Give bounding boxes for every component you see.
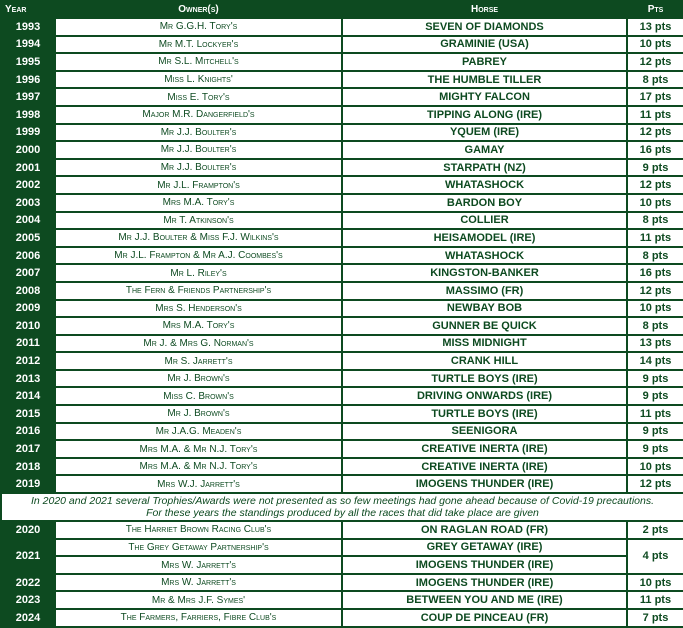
pts-cell: 12 pts — [628, 125, 683, 141]
table-row — [2, 592, 683, 608]
table-row — [2, 54, 683, 70]
owner-cell: The Grey Getaway Partnership's — [56, 540, 341, 556]
owner-cell: Miss E. Tory's — [56, 89, 341, 105]
horse-cell: BARDON BOY — [343, 195, 626, 211]
table-row — [2, 353, 683, 369]
table-row — [2, 37, 683, 53]
owner-cell: Mrs M.A. & Mr N.J. Tory's — [56, 441, 341, 457]
table-row — [2, 424, 683, 440]
pts-cell: 14 pts — [628, 353, 683, 369]
table-row — [2, 19, 683, 35]
pts-cell: 11 pts — [628, 230, 683, 246]
year-cell: 2003 — [2, 195, 54, 211]
horse-cell: THE HUMBLE TILLER — [343, 72, 626, 88]
table-row — [2, 213, 683, 229]
year-cell: 2001 — [2, 160, 54, 176]
owner-cell: Mrs M.A. Tory's — [56, 318, 341, 334]
horse-cell: STARPATH (NZ) — [343, 160, 626, 176]
owner-cell: Mr G.G.H. Tory's — [56, 19, 341, 35]
pts-cell: 4 pts — [628, 540, 683, 573]
horse-cell: GRAMINIE (USA) — [343, 37, 626, 53]
year-cell: 2010 — [2, 318, 54, 334]
year-cell: 2005 — [2, 230, 54, 246]
year-cell: 2009 — [2, 301, 54, 317]
horse-cell: NEWBAY BOB — [343, 301, 626, 317]
table-row — [2, 575, 683, 591]
horse-cell: HEISAMODEL (IRE) — [343, 230, 626, 246]
header-year: Year — [2, 2, 54, 17]
table-row — [2, 142, 683, 158]
pts-cell: 10 pts — [628, 459, 683, 475]
table-row — [2, 406, 683, 422]
table-row — [2, 476, 683, 492]
year-cell: 2002 — [2, 177, 54, 193]
table-row — [2, 107, 683, 123]
owner-cell: Mr S.L. Mitchell's — [56, 54, 341, 70]
year-cell: 1997 — [2, 89, 54, 105]
pts-cell: 17 pts — [628, 89, 683, 105]
covid-note-line2: For these years the standings produced by all the races that did take place are given — [146, 507, 539, 520]
horse-cell: TURTLE BOYS (IRE) — [343, 406, 626, 422]
owner-cell: Mr J.L. Frampton & Mr A.J. Coombes's — [56, 248, 341, 264]
owner-cell: Mr & Mrs J.F. Symes' — [56, 592, 341, 608]
pts-cell: 9 pts — [628, 424, 683, 440]
owner-cell: Mr M.T. Lockyer's — [56, 37, 341, 53]
owner-cell: Mr J.J. Boulter's — [56, 160, 341, 176]
table-row — [2, 522, 683, 538]
header-owner: Owner(s) — [56, 2, 341, 17]
horse-cell: CREATIVE INERTA (IRE) — [343, 459, 626, 475]
header-pts: Pts — [628, 2, 683, 17]
year-cell: 2012 — [2, 353, 54, 369]
year-cell: 1999 — [2, 125, 54, 141]
year-cell: 2021 — [2, 540, 54, 573]
table-row — [2, 540, 683, 556]
year-cell: 1994 — [2, 37, 54, 53]
year-cell: 2006 — [2, 248, 54, 264]
year-cell: 2017 — [2, 441, 54, 457]
horse-cell: CREATIVE INERTA (IRE) — [343, 441, 626, 457]
owner-cell: Mr J.A.G. Meaden's — [56, 424, 341, 440]
pts-cell: 10 pts — [628, 301, 683, 317]
year-cell: 2011 — [2, 336, 54, 352]
table-row — [2, 230, 683, 246]
owner-cell: Mr J.J. Boulter & Miss F.J. Wilkins's — [56, 230, 341, 246]
table-row — [2, 160, 683, 176]
pts-cell: 8 pts — [628, 213, 683, 229]
year-cell: 2023 — [2, 592, 54, 608]
horse-cell: WHATASHOCK — [343, 177, 626, 193]
covid-note-row — [2, 494, 683, 520]
horse-cell: GREY GETAWAY (IRE) — [343, 540, 626, 556]
owner-cell: Mr J.L. Frampton's — [56, 177, 341, 193]
owner-cell: Mr J.J. Boulter's — [56, 125, 341, 141]
year-cell: 2015 — [2, 406, 54, 422]
owner-cell: The Harriet Brown Racing Club's — [56, 522, 341, 538]
pts-cell: 12 pts — [628, 476, 683, 492]
pts-cell: 9 pts — [628, 441, 683, 457]
horse-cell: MASSIMO (FR) — [343, 283, 626, 299]
owner-cell: Major M.R. Dangerfield's — [56, 107, 341, 123]
table-row — [2, 318, 683, 334]
pts-cell: 12 pts — [628, 54, 683, 70]
pts-cell: 11 pts — [628, 406, 683, 422]
pts-cell: 12 pts — [628, 283, 683, 299]
owner-cell: Mrs S. Henderson's — [56, 301, 341, 317]
owner-cell: Mr J. Brown's — [56, 371, 341, 387]
pts-cell: 13 pts — [628, 19, 683, 35]
pts-cell: 9 pts — [628, 388, 683, 404]
horse-cell: ON RAGLAN ROAD (FR) — [343, 522, 626, 538]
owner-cell: Mr L. Riley's — [56, 265, 341, 281]
horse-cell: COUP DE PINCEAU (FR) — [343, 610, 626, 626]
year-cell: 2018 — [2, 459, 54, 475]
horse-cell: IMOGENS THUNDER (IRE) — [343, 476, 626, 492]
pts-cell: 13 pts — [628, 336, 683, 352]
year-cell: 2013 — [2, 371, 54, 387]
horse-cell: GUNNER BE QUICK — [343, 318, 626, 334]
year-cell: 2007 — [2, 265, 54, 281]
owner-cell: Mr T. Atkinson's — [56, 213, 341, 229]
owner-cell: Mr S. Jarrett's — [56, 353, 341, 369]
year-cell: 2024 — [2, 610, 54, 626]
table-row — [2, 557, 683, 573]
pts-cell: 9 pts — [628, 160, 683, 176]
horse-cell: KINGSTON-BANKER — [343, 265, 626, 281]
pts-cell: 9 pts — [628, 371, 683, 387]
owner-cell: Mrs W. Jarrett's — [56, 575, 341, 591]
header-row — [2, 2, 683, 17]
pts-cell: 16 pts — [628, 265, 683, 281]
year-cell: 2004 — [2, 213, 54, 229]
table-row — [2, 195, 683, 211]
table-row — [2, 336, 683, 352]
pts-cell: 11 pts — [628, 592, 683, 608]
year-cell: 2000 — [2, 142, 54, 158]
pts-cell: 8 pts — [628, 248, 683, 264]
year-cell: 1996 — [2, 72, 54, 88]
pts-cell: 11 pts — [628, 107, 683, 123]
owner-cell: Miss L. Knights' — [56, 72, 341, 88]
year-cell: 1998 — [2, 107, 54, 123]
owner-cell: Mr J. Brown's — [56, 406, 341, 422]
owner-cell: Mrs M.A. Tory's — [56, 195, 341, 211]
horse-cell: IMOGENS THUNDER (IRE) — [343, 575, 626, 591]
owner-cell: The Fern & Friends Partnership's — [56, 283, 341, 299]
table-row — [2, 388, 683, 404]
table-row — [2, 89, 683, 105]
year-cell: 1993 — [2, 19, 54, 35]
horse-cell: COLLIER — [343, 213, 626, 229]
year-cell: 1995 — [2, 54, 54, 70]
table-row — [2, 610, 683, 626]
table-row — [2, 72, 683, 88]
owner-cell: Mrs M.A. & Mr N.J. Tory's — [56, 459, 341, 475]
horse-cell: GAMAY — [343, 142, 626, 158]
owner-cell: Miss C. Brown's — [56, 388, 341, 404]
pts-cell: 10 pts — [628, 37, 683, 53]
table-row — [2, 125, 683, 141]
header-horse: Horse — [343, 2, 626, 17]
covid-note — [2, 494, 683, 520]
table-row — [2, 265, 683, 281]
horse-cell: DRIVING ONWARDS (IRE) — [343, 388, 626, 404]
year-cell: 2014 — [2, 388, 54, 404]
year-cell: 2022 — [2, 575, 54, 591]
table-row — [2, 371, 683, 387]
table-row — [2, 283, 683, 299]
pts-cell: 16 pts — [628, 142, 683, 158]
horse-cell: CRANK HILL — [343, 353, 626, 369]
horse-cell: BETWEEN YOU AND ME (IRE) — [343, 592, 626, 608]
horse-cell: YQUEM (IRE) — [343, 125, 626, 141]
year-cell: 2020 — [2, 522, 54, 538]
table-row — [2, 177, 683, 193]
year-cell: 2016 — [2, 424, 54, 440]
pts-cell: 2 pts — [628, 522, 683, 538]
horse-cell: IMOGENS THUNDER (IRE) — [343, 557, 626, 573]
owner-cell: Mrs W. Jarrett's — [56, 557, 341, 573]
horse-cell: MISS MIDNIGHT — [343, 336, 626, 352]
pts-cell: 10 pts — [628, 575, 683, 591]
covid-note-line1: In 2020 and 2021 several Trophies/Awards were not presented as so few meetings had gone ahead because of Covid-19 precautions. — [30, 495, 654, 508]
table-row — [2, 441, 683, 457]
pts-cell: 10 pts — [628, 195, 683, 211]
pts-cell: 8 pts — [628, 72, 683, 88]
year-cell: 2008 — [2, 283, 54, 299]
horse-cell: WHATASHOCK — [343, 248, 626, 264]
pts-cell: 8 pts — [628, 318, 683, 334]
owner-cell: Mr J.J. Boulter's — [56, 142, 341, 158]
horse-cell: TURTLE BOYS (IRE) — [343, 371, 626, 387]
owner-cell: Mr J. & Mrs G. Norman's — [56, 336, 341, 352]
table-row — [2, 459, 683, 475]
horse-cell: SEENIGORA — [343, 424, 626, 440]
horse-cell: MIGHTY FALCON — [343, 89, 626, 105]
table-row — [2, 248, 683, 264]
pts-cell: 12 pts — [628, 177, 683, 193]
horse-cell: PABREY — [343, 54, 626, 70]
pts-cell: 7 pts — [628, 610, 683, 626]
table-row — [2, 301, 683, 317]
owner-cell: Mrs W.J. Jarrett's — [56, 476, 341, 492]
year-cell: 2019 — [2, 476, 54, 492]
owner-cell: The Farmers, Farriers, Fibre Club's — [56, 610, 341, 626]
horse-cell: SEVEN OF DIAMONDS — [343, 19, 626, 35]
horse-cell: TIPPING ALONG (IRE) — [343, 107, 626, 123]
